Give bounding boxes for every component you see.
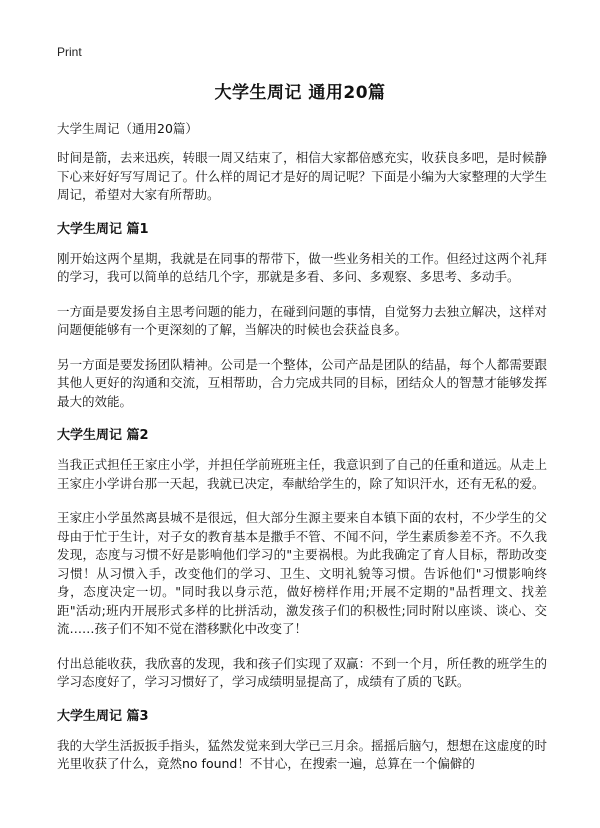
paragraph: 刚开始这两个星期，我就是在同事的帮带下，做一些业务相关的工作。但经过这两个礼拜的学习，我可以简单的总结几个字，那就是多看、多问、多观察、多思考、多动手。 (57, 250, 547, 284)
paragraph: 当我正式担任王家庄小学，并担任学前班班主任，我意识到了自己的任重和道远。从走上王家庄小学讲台那一天起，我就已决定，奉献给学生的，除了知识汗水，还有无私的爱。 (57, 457, 547, 491)
document-subtitle: 大学生周记（通用20篇） (57, 121, 198, 136)
paragraph: 一方面是要发扬自主思考问题的能力，在碰到问题的事情，自觉努力去独立解决，这样对问题便能够有一个更深刻的了解，当解决的时候也会获益良多。 (57, 303, 547, 337)
paragraph: 另一方面是要发扬团队精神。公司是一个整体，公司产品是团队的结晶，每个人都需要跟其他人更好的沟通和交流，互相帮助，合力完成共同的目标，团结众人的智慧才能够发挥最大的效能。 (57, 356, 547, 409)
paragraph: 我的大学生活扳扳手指头，猛然发觉来到大学已三月余。摇摇后脑勺，想想在这虚度的时光里收获了什么，竟然no found！不甘心，在搜索一遍，总算在一个偏僻的 (57, 737, 547, 771)
paragraph: 王家庄小学虽然离县城不是很远，但大部分生源主要来自本镇下面的农村，不少学生的父母由于忙于生计，对子女的教育基本是撒手不管、不闻不问，学生素质参差不齐。不久我发现，态度与习惯不好是影响他们学习的"主要祸根。为此我确定了育人目标，帮助改变习惯！从习惯入手，改变他们的学习、卫生、文明礼貌等习惯。告诉他们"习惯影响终身，态度决定一切。"同时我以身示范，做好榜样作用;开展不定期的"品哲理文、找差距"活动;班内开展形式多样的比拼活动，激发孩子们的积极性;同时附以座谈、谈心、交流……孩子们不知不觉在潜移默化中改变了！ (57, 510, 547, 636)
section-heading: 大学生周记 篇2 (57, 428, 149, 443)
intro-paragraph: 时间是箭，去来迅疾，转眼一周又结束了，相信大家都倍感充实，收获良多吧，是时候静下心来好好写写周记了。什么样的周记才是好的周记呢？下面是小编为大家整理的大学生周记，希望对大家有所帮助。 (57, 150, 547, 202)
print-link[interactable]: Print (57, 45, 82, 59)
paragraph: 付出总能收获，我欣喜的发现，我和孩子们实现了双赢：不到一个月，所任教的班学生的学习态度好了，学习习惯好了，学习成绩明显提高了，成绩有了质的飞跃。 (57, 655, 547, 689)
section-heading: 大学生周记 篇1 (57, 221, 149, 237)
document-body (57, 120, 547, 790)
section-heading: 大学生周记 篇3 (57, 708, 149, 724)
page-title: 大学生周记 通用20篇 (214, 83, 386, 103)
